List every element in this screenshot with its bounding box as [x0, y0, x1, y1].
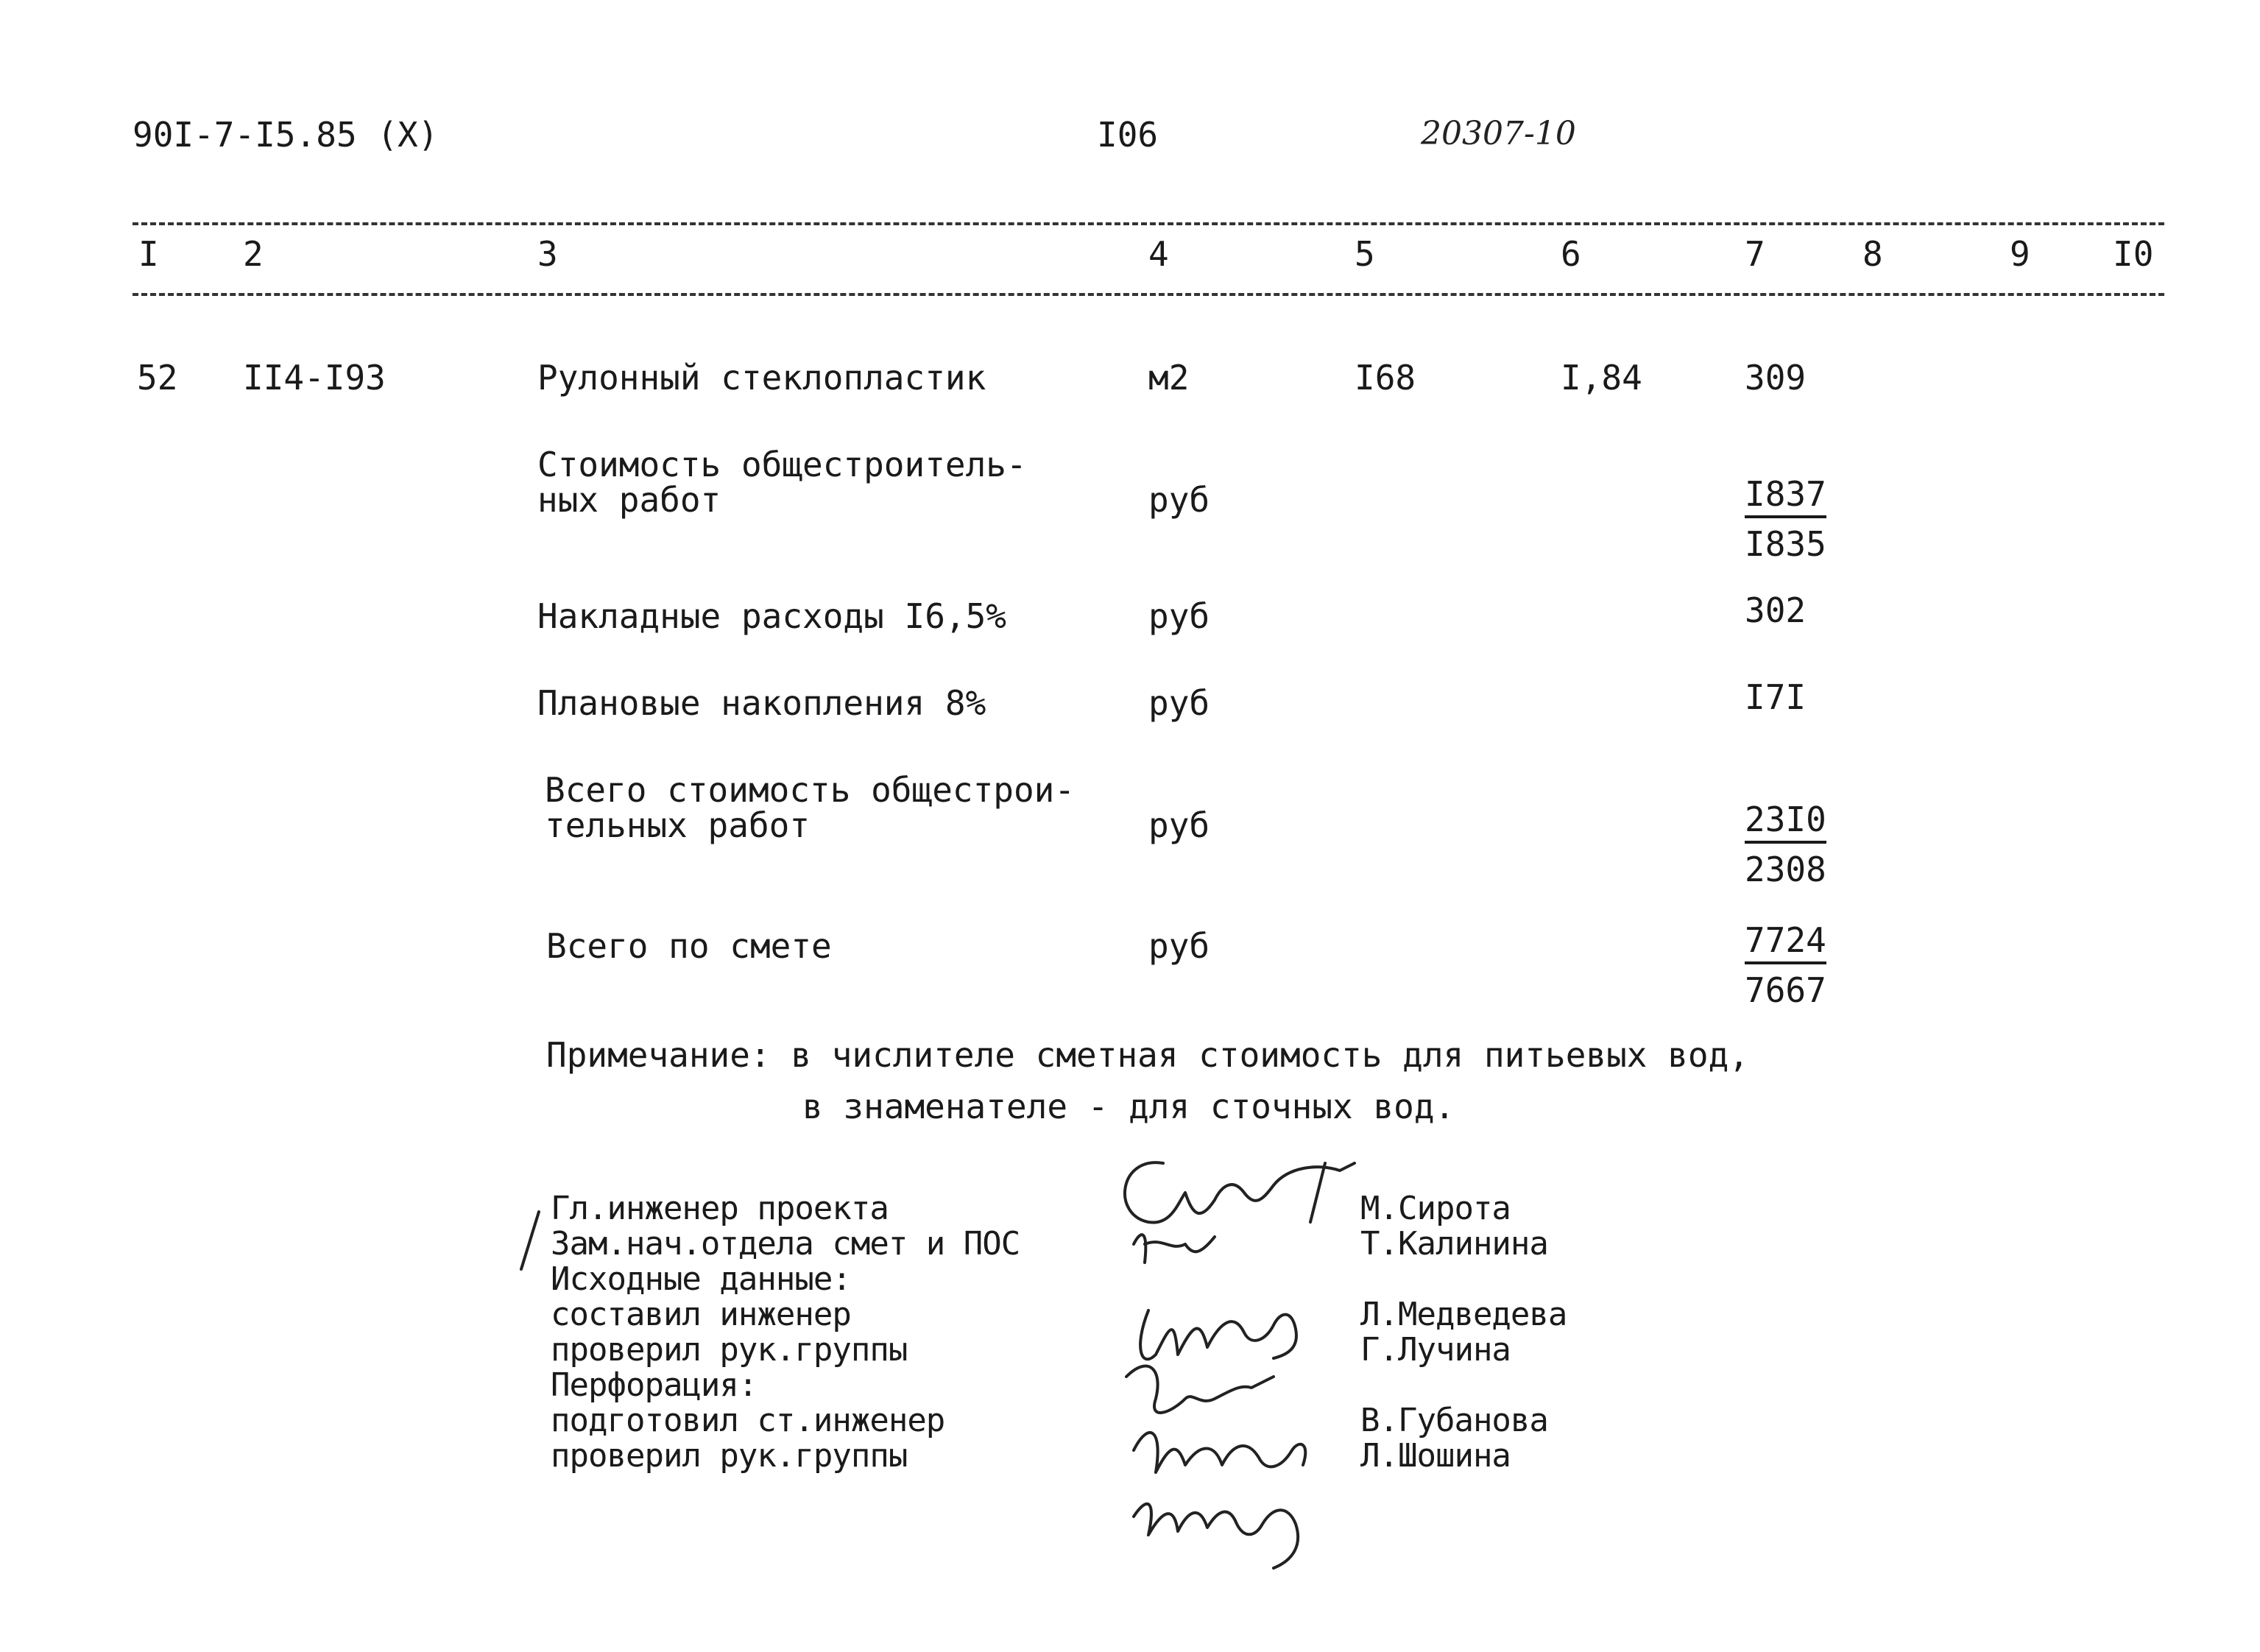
estimate-total-fraction: [1745, 920, 1826, 1010]
overhead-label: Накладные расходы I6,5%: [537, 596, 1006, 636]
row-number: 52: [137, 358, 178, 398]
column-header-8: 8: [1862, 234, 1883, 274]
column-header-3: 3: [537, 234, 558, 274]
handwritten-signatures: [1104, 1134, 1384, 1575]
name-chief-engineer: М.Сирота: [1360, 1190, 1511, 1227]
general-works-cost-denominator: I835: [1745, 524, 1826, 564]
handwritten-number: 20307-10: [1421, 115, 1576, 152]
note-line1: Примечание: в числителе сметная стоимость для питьевых вод,: [546, 1035, 1749, 1075]
total-general-works-denominator: 2308: [1745, 850, 1826, 889]
name-checked-by-2: Л.Шошина: [1360, 1437, 1511, 1475]
role-deputy-head: Зам.нач.отдела смет и ПОС: [551, 1225, 1020, 1263]
role-checked-by-2: проверил рук.группы: [551, 1437, 908, 1475]
general-works-cost-fraction: [1745, 474, 1826, 564]
row-total: 309: [1745, 358, 1807, 398]
planned-savings-unit: руб: [1148, 683, 1210, 723]
column-header-4: 4: [1148, 234, 1169, 274]
name-spacer-2: [1360, 1368, 1567, 1403]
total-general-works-label-line1: Всего стоимость общестрои-: [545, 770, 1076, 810]
column-header-7: 7: [1745, 234, 1765, 274]
total-general-works-numerator: 23I0: [1745, 802, 1826, 844]
general-works-cost-label-line2: ных работ: [537, 480, 721, 520]
role-compiled-by: составил инженер: [551, 1296, 851, 1333]
role-source-data-heading: Исходные данные:: [551, 1260, 851, 1298]
name-checked-by: Г.Лучина: [1360, 1331, 1511, 1369]
row-name: Рулонный стеклопластик: [537, 358, 986, 398]
name-prepared-by: В.Губанова: [1360, 1402, 1548, 1439]
name-spacer-1: [1360, 1262, 1567, 1297]
overhead-value: 302: [1745, 590, 1807, 630]
name-compiled-by: Л.Медведева: [1360, 1296, 1567, 1333]
general-works-cost-numerator: I837: [1745, 477, 1826, 518]
role-perforation-heading: Перфорация:: [551, 1366, 758, 1404]
signature-roles: [551, 1191, 1020, 1474]
column-header-bottom-rule: [133, 293, 2164, 296]
estimate-total-label: Всего по смете: [546, 926, 832, 966]
note-line2: в знаменателе - для сточных вод.: [802, 1087, 1455, 1126]
column-header-6: 6: [1561, 234, 1581, 274]
total-general-works-label-line2: тельных работ: [545, 805, 811, 845]
column-header-10: I0: [2113, 234, 2154, 274]
name-deputy-head: Т.Калинина: [1360, 1225, 1548, 1263]
column-header-top-rule: [133, 222, 2164, 225]
planned-savings-value: I7I: [1745, 677, 1807, 717]
column-header-9: 9: [2010, 234, 2030, 274]
signature-names: [1360, 1191, 1567, 1474]
row-code: II4-I93: [243, 358, 386, 398]
page-number: I06: [1097, 115, 1159, 155]
row-unit: м2: [1148, 358, 1190, 398]
planned-savings-label: Плановые накопления 8%: [537, 683, 986, 723]
column-header-1: I: [138, 234, 159, 274]
role-prepared-by: подготовил ст.инженер: [551, 1402, 945, 1439]
row-unit-price: I,84: [1561, 358, 1642, 398]
estimate-total-unit: руб: [1148, 926, 1210, 966]
row-quantity: I68: [1355, 358, 1416, 398]
estimate-total-numerator: 7724: [1745, 923, 1826, 964]
overhead-unit: руб: [1148, 596, 1210, 636]
estimate-total-denominator: 7667: [1745, 970, 1826, 1010]
total-general-works-fraction: [1745, 799, 1826, 889]
margin-mark: [515, 1207, 545, 1274]
total-general-works-unit: руб: [1148, 805, 1210, 845]
role-chief-engineer: Гл.инженер проекта: [551, 1190, 889, 1227]
role-checked-by: проверил рук.группы: [551, 1331, 908, 1369]
general-works-cost-label-line1: Стоимость общестроитель-: [537, 445, 1027, 484]
document-code: 90I-7-I5.85 (X): [133, 115, 439, 155]
general-works-cost-unit: руб: [1148, 480, 1210, 520]
column-header-5: 5: [1355, 234, 1375, 274]
column-header-2: 2: [243, 234, 264, 274]
